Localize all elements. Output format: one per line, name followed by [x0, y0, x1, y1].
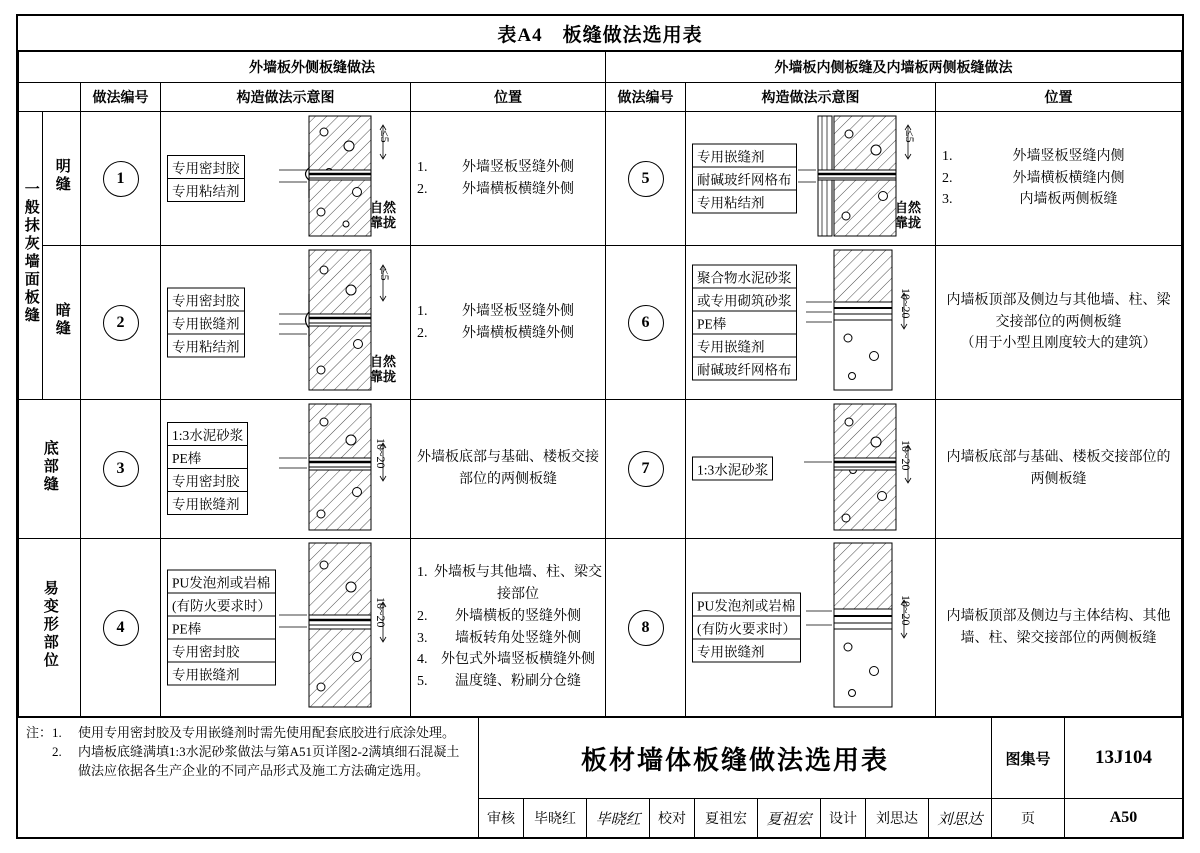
method-number-6: 6 [606, 246, 686, 400]
signoff-row [479, 798, 1182, 837]
diagram-labels-7: 1:3水泥砂浆 [692, 458, 773, 481]
table-row [19, 246, 1182, 400]
diagram-cell-1 [161, 112, 411, 246]
atlas-label: 图集号 [992, 718, 1065, 798]
col-head-position-left: 位置 [411, 83, 606, 112]
diagram-cell-3 [161, 400, 411, 539]
atlas-number-block [991, 718, 1182, 798]
method-number-7: 7 [606, 400, 686, 539]
natural-note-1: 自然 靠拢 [369, 200, 396, 231]
dimension-7: 10~20 [899, 440, 913, 471]
col-head-diagram-left: 构造做法示意图 [161, 83, 411, 112]
dimension-3: 10~20 [374, 438, 388, 469]
dimension-2: ≤5 [378, 268, 392, 281]
diagram-cell-2 [161, 246, 411, 400]
table-row [19, 539, 1182, 717]
dimension-1: ≤5 [378, 130, 392, 143]
method-number-1: 1 [81, 112, 161, 246]
position-cell-1: 1. 外墙竖板竖缝外侧 2. 外墙横板横缝外侧 [411, 112, 606, 246]
method-number-3: 3 [81, 400, 161, 539]
diagram-labels-4: PU发泡剂或岩棉 (有防火要求时） PE棒 专用密封胶 专用嵌缝剂 [167, 570, 276, 685]
method-number-8: 8 [606, 539, 686, 717]
page-number: A50 [1109, 809, 1138, 826]
title-block-main [479, 718, 1182, 798]
atlas-number: 13J104 [1095, 747, 1152, 768]
notes-line [26, 743, 470, 781]
col-head-number-right: 做法编号 [606, 83, 686, 112]
col-head-category [19, 83, 81, 112]
row-category-deformable: 易变形部位 [19, 539, 81, 717]
signoff-name-check: 夏祖宏 [705, 812, 747, 827]
diagram-labels-3: 1:3水泥砂浆 PE棒 专用密封胶 专用嵌缝剂 [167, 423, 248, 515]
diagram-labels-5: 专用嵌缝剂 耐碱玻纤网格布 专用粘结剂 [692, 144, 797, 213]
signoff-name-review: 毕晓红 [534, 812, 576, 827]
dimension-8: 10~20 [899, 595, 913, 626]
note-number-1: 1. [52, 725, 62, 740]
signature-design: 刘思达 [937, 811, 983, 828]
notes-label: 注： [26, 725, 53, 740]
table-row [19, 400, 1182, 539]
dimension-4: 10~20 [374, 597, 388, 628]
row-subcategory-hidden: 暗缝 [43, 246, 81, 400]
sheet-footer [18, 717, 1182, 837]
col-head-diagram-right: 构造做法示意图 [686, 83, 936, 112]
position-cell-2: 1. 外墙竖板竖缝外侧 2. 外墙横板横缝外侧 [411, 246, 606, 400]
position-cell-8: 内墙板顶部及侧边与主体结构、其他墙、柱、梁交接部位的两侧板缝 [936, 539, 1182, 717]
signature-check: 夏祖宏 [766, 811, 812, 828]
diagram-labels-8: PU发泡剂或岩棉 (有防火要求时） 专用嵌缝剂 [692, 593, 801, 662]
page-label: 页 [992, 799, 1065, 837]
diagram-labels-2: 专用密封胶 专用嵌缝剂 专用粘结剂 [167, 288, 245, 357]
method-number-5: 5 [606, 112, 686, 246]
joint-method-table [18, 51, 1182, 112]
signoff-role-check: 校对 [658, 812, 686, 827]
diagram-cell-8 [686, 539, 936, 717]
notes-block [18, 718, 479, 837]
method-number-2: 2 [81, 246, 161, 400]
drawing-title: 板材墙体板缝做法选用表 [580, 745, 889, 775]
dimension-5: ≤5 [903, 130, 917, 143]
signoff-role-design: 设计 [829, 812, 857, 827]
position-cell-3: 外墙板底部与基础、楼板交接部位的两侧板缝 [411, 400, 606, 539]
note-text-1: 使用专用密封胶及专用嵌缝剂时需先使用配套底胶进行底涂处理。 [78, 725, 456, 740]
col-head-position-right: 位置 [936, 83, 1182, 112]
signature-review: 毕晓红 [595, 811, 641, 828]
col-head-number-left: 做法编号 [81, 83, 161, 112]
row-category-plaster: 一般抹灰墙面板缝 [19, 112, 43, 400]
natural-note-5: 自然 靠拢 [894, 200, 921, 231]
title-block [479, 718, 1182, 837]
diagram-cell-7 [686, 400, 936, 539]
signoff-role-review: 审核 [487, 812, 515, 827]
note-text-2: 内墙板底缝满填1:3水泥砂浆做法与第A51页详图2-2满填细石混凝土做法应依据各生产企业的不同产品形式及施工方法确定选用。 [78, 743, 460, 778]
method-number-4: 4 [81, 539, 161, 717]
table-title-bar [18, 16, 1182, 51]
notes-line [26, 724, 470, 743]
position-cell-4: 1. 外墙板与其他墙、柱、梁交接部位 2. 外墙横板的竖缝外侧 3. 墙板转角处竖缝外侧 4. 外包式外墙竖板横缝外侧 5. 温度缝、粉刷分仓缝 [411, 539, 606, 717]
signoff-name-design: 刘思达 [876, 812, 918, 827]
row-category-bottom: 底部缝 [19, 400, 81, 539]
natural-note-2: 自然 靠拢 [369, 354, 396, 385]
diagram-labels-1: 专用密封胶 专用粘结剂 [167, 156, 245, 202]
dimension-6: 10~20 [899, 288, 913, 319]
column-header-row [19, 83, 1182, 112]
group-header-right: 外墙板内侧板缝及内墙板两侧板缝做法 [606, 52, 1182, 83]
diagram-cell-6 [686, 246, 936, 400]
position-cell-6: 内墙板顶部及侧边与其他墙、柱、梁交接部位的两侧板缝 （用于小型且刚度较大的建筑） [936, 246, 1182, 400]
position-cell-5: 1. 外墙竖板竖缝内侧 2. 外墙横板横缝内侧 3. 内墙板两侧板缝 [936, 112, 1182, 246]
page-frame [16, 14, 1184, 839]
diagram-cell-4 [161, 539, 411, 717]
group-header-row [19, 52, 1182, 83]
joint-method-body [18, 111, 1182, 717]
diagram-labels-6: 聚合物水泥砂浆 或专用砌筑砂浆 PE棒 专用嵌缝剂 耐碱玻纤网格布 [692, 265, 797, 380]
position-cell-7: 内墙板底部与基础、楼板交接部位的两侧板缝 [936, 400, 1182, 539]
row-subcategory-open: 明缝 [43, 112, 81, 246]
diagram-cell-5 [686, 112, 936, 246]
group-header-left: 外墙板外侧板缝做法 [19, 52, 606, 83]
table-row [19, 112, 1182, 246]
table-title: 表A4 板缝做法选用表 [497, 24, 703, 46]
note-number-2: 2. [52, 743, 62, 759]
notes-spacer [26, 743, 52, 781]
page-number-block [991, 799, 1182, 837]
